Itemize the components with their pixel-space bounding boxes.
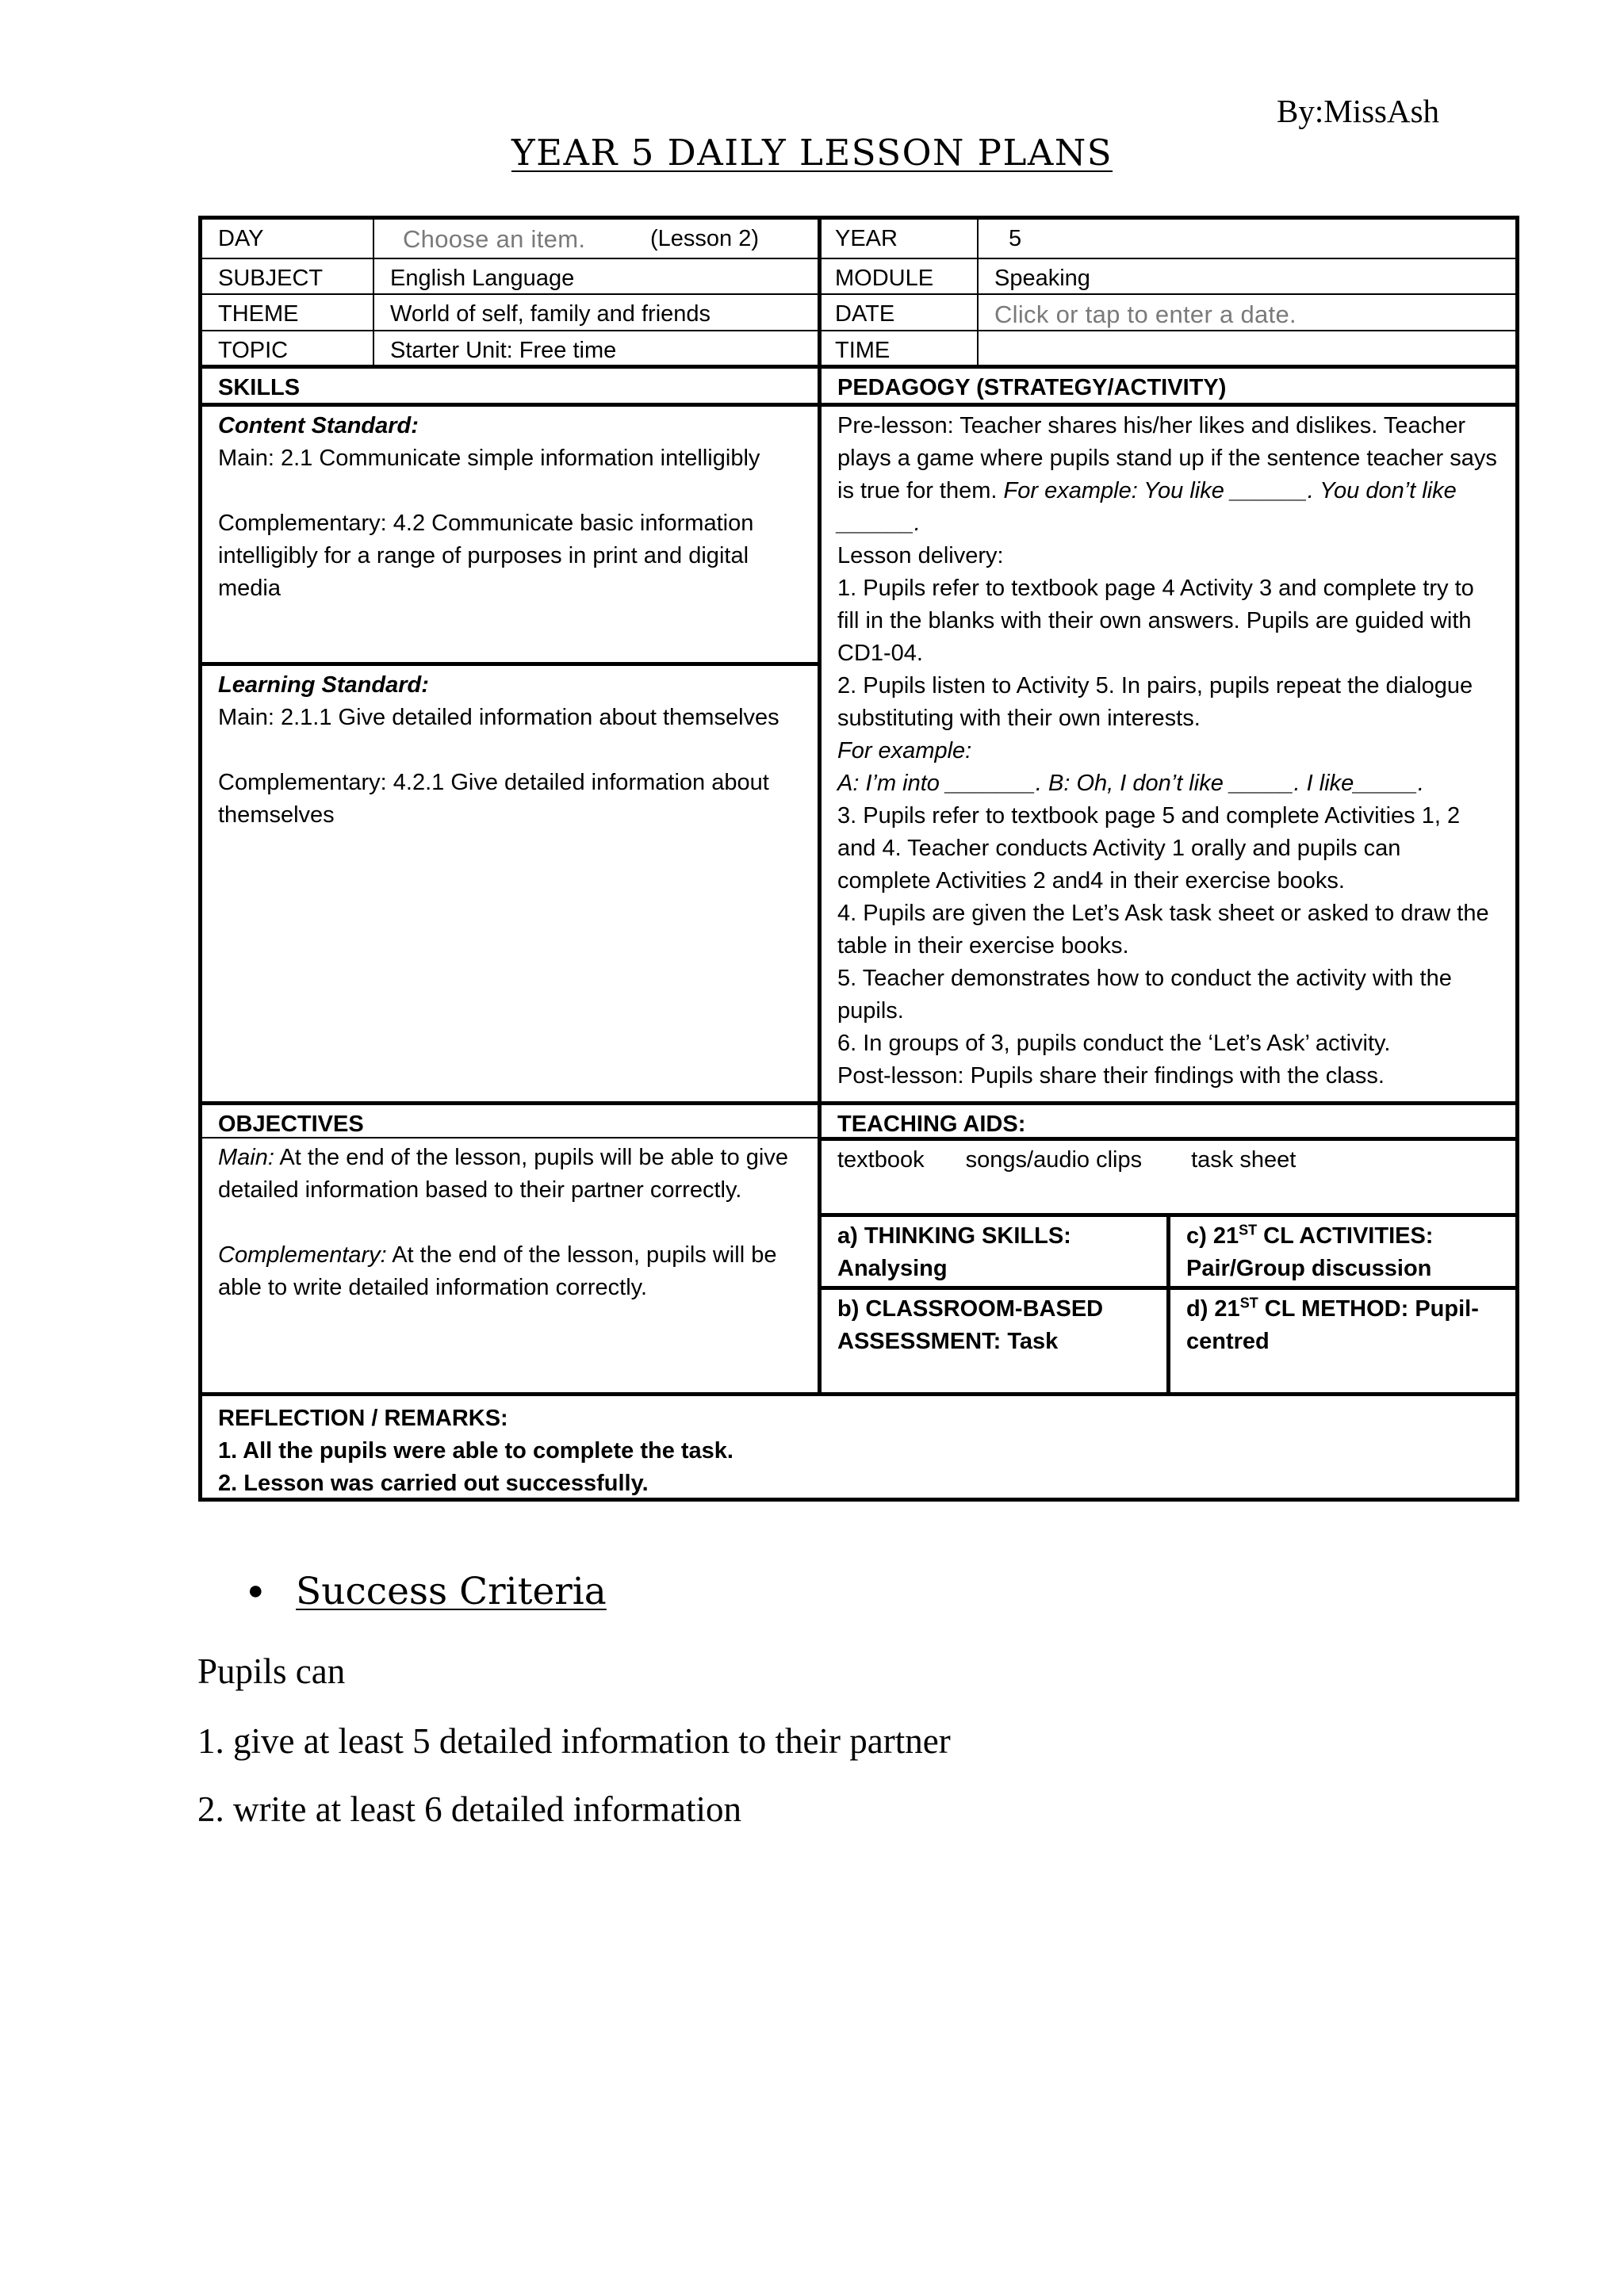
cl-method-label bbox=[1186, 1293, 1500, 1326]
date-picker[interactable] bbox=[979, 295, 1515, 330]
pre-lesson-example: For example: You like ______. You don’t like ______. bbox=[837, 478, 1457, 536]
content-standard bbox=[202, 407, 818, 662]
teaching-aids-heading: TEACHING AIDS: bbox=[837, 1112, 1026, 1137]
success-criteria-heading: Success Criteria bbox=[296, 1570, 607, 1613]
reflection-line-1: 1. All the pupils were able to complete the task. bbox=[218, 1438, 733, 1464]
objective-comp-text: At the end of the lesson, pupils will be able to write detailed information correctly. bbox=[218, 1242, 777, 1300]
cl-method-prefix: d) 21 bbox=[1186, 1296, 1240, 1322]
objectives-content bbox=[202, 1138, 818, 1392]
step-5: 5. Teacher demonstrates how to conduct the activity with the pupils. bbox=[837, 966, 1452, 1024]
cl-activities-label bbox=[1186, 1220, 1500, 1253]
post-lesson: Post-lesson: Pupils share their findings with the class. bbox=[837, 1063, 1385, 1089]
learning-complementary: Complementary: 4.2.1 Give detailed information about themselves bbox=[218, 770, 769, 828]
aid-textbook: textbook bbox=[837, 1147, 925, 1173]
thinking-skills-value: Analysing bbox=[837, 1256, 948, 1281]
subject-label: SUBJECT bbox=[218, 266, 324, 291]
cl-activities-value: Pair/Group discussion bbox=[1186, 1256, 1432, 1281]
teaching-aids-list bbox=[822, 1141, 1515, 1213]
step-4: 4. Pupils are given the Let’s Ask task sheet or asked to draw the table in their exercise books. bbox=[837, 901, 1489, 959]
cl-activities-sup: ST bbox=[1239, 1222, 1258, 1238]
day-value: Choose an item. bbox=[403, 225, 586, 253]
year-value: 5 bbox=[1009, 226, 1022, 251]
cl-activities-suffix: CL ACTIVITIES: bbox=[1257, 1223, 1434, 1249]
module-label: MODULE bbox=[835, 266, 934, 291]
step-2-example-label: For example: bbox=[837, 738, 972, 763]
content-standard-heading: Content Standard: bbox=[218, 413, 419, 438]
thinking-skills-label: a) THINKING SKILLS: bbox=[837, 1223, 1071, 1249]
aid-songs: songs/audio clips bbox=[965, 1147, 1143, 1173]
skills-heading: SKILLS bbox=[218, 375, 301, 400]
topic-label: TOPIC bbox=[218, 338, 289, 363]
step-2-example: A: I’m into _______. B: Oh, I don’t like _____. I like_____. bbox=[837, 771, 1424, 796]
lesson-number: (Lesson 2) bbox=[650, 226, 760, 251]
time-value[interactable] bbox=[979, 331, 1515, 365]
content-complementary: Complementary: 4.2 Communicate basic information intelligibly for a range of purposes in print and digital media bbox=[218, 511, 754, 601]
bullet-icon: ● bbox=[247, 1576, 264, 1605]
assessment-value: ASSESSMENT: Task bbox=[837, 1329, 1059, 1354]
subject-value: English Language bbox=[390, 266, 575, 291]
title-text: YEAR 5 DAILY LESSON PLANS bbox=[511, 132, 1113, 174]
date-value: Click or tap to enter a date. bbox=[994, 300, 1297, 328]
theme-value: World of self, family and friends bbox=[390, 301, 711, 327]
cl-activities-box bbox=[1170, 1217, 1515, 1286]
cl-method-suffix: CL METHOD: Pupil- bbox=[1258, 1296, 1479, 1322]
year-label: YEAR bbox=[835, 226, 898, 251]
step-3: 3. Pupils refer to textbook page 5 and complete Activities 1, 2 and 4. Teacher conducts Activity 1 orally and pupils can complete Activities 2 and4 in their exercise books. bbox=[837, 803, 1461, 894]
date-label: DATE bbox=[835, 301, 895, 327]
assessment-label: b) CLASSROOM-BASED bbox=[837, 1296, 1104, 1322]
success-item-2: 2. write at least 6 detailed information bbox=[197, 1789, 742, 1829]
cl-method-box bbox=[1170, 1290, 1515, 1392]
step-6: 6. In groups of 3, pupils conduct the ‘Let’s Ask’ activity. bbox=[837, 1031, 1391, 1056]
pedagogy-content bbox=[822, 407, 1515, 1101]
day-label: DAY bbox=[218, 226, 264, 251]
pedagogy-heading: PEDAGOGY (STRATEGY/ACTIVITY) bbox=[837, 375, 1227, 400]
author-credit: By:MissAsh bbox=[1277, 93, 1440, 129]
module-value: Speaking bbox=[994, 266, 1090, 291]
reflection-section bbox=[202, 1396, 1515, 1498]
objective-main bbox=[218, 1142, 802, 1207]
learning-main: Main: 2.1.1 Give detailed information about themselves bbox=[218, 705, 779, 730]
step-1: 1. Pupils refer to textbook page 4 Activity 3 and complete try to fill in the blanks with their own answers. Pupils are guided with CD1-04. bbox=[837, 576, 1474, 666]
cl-activities-prefix: c) 21 bbox=[1186, 1223, 1239, 1249]
theme-label: THEME bbox=[218, 301, 299, 327]
time-label: TIME bbox=[835, 338, 891, 363]
learning-standard bbox=[202, 666, 818, 1101]
pre-lesson-text: Pre-lesson: Teacher shares his/her likes and dislikes. Teacher plays a game where pupils stand up if the sentence teacher says is true for them. bbox=[837, 413, 1497, 503]
cl-method-sup: ST bbox=[1239, 1295, 1258, 1311]
aid-task-sheet: task sheet bbox=[1191, 1147, 1297, 1173]
thinking-skills-box bbox=[822, 1217, 1166, 1286]
reflection-heading: REFLECTION / REMARKS: bbox=[218, 1406, 508, 1431]
cl-method-value: centred bbox=[1186, 1329, 1270, 1354]
day-dropdown[interactable] bbox=[374, 220, 612, 258]
delivery-heading: Lesson delivery: bbox=[837, 543, 1004, 568]
step-2: 2. Pupils listen to Activity 5. In pairs, pupils repeat the dialogue substituting with their own interests. bbox=[837, 673, 1473, 731]
objective-comp-label: Complementary: bbox=[218, 1242, 387, 1268]
objective-main-label: Main: bbox=[218, 1145, 274, 1170]
document-title bbox=[0, 132, 1624, 174]
objective-complementary bbox=[218, 1239, 802, 1304]
assessment-box bbox=[822, 1290, 1166, 1392]
learning-standard-heading: Learning Standard: bbox=[218, 672, 429, 698]
objectives-heading: OBJECTIVES bbox=[218, 1112, 364, 1137]
topic-value: Starter Unit: Free time bbox=[390, 338, 617, 363]
pre-lesson bbox=[837, 410, 1500, 540]
success-item-1: 1. give at least 5 detailed information to their partner bbox=[197, 1721, 951, 1761]
objective-main-text: At the end of the lesson, pupils will be able to give detailed information based to their partner correctly. bbox=[218, 1145, 789, 1203]
reflection-line-2: 2. Lesson was carried out successfully. bbox=[218, 1471, 649, 1496]
lesson-plan-table bbox=[198, 216, 1519, 1502]
content-main: Main: 2.1 Communicate simple information intelligibly bbox=[218, 446, 760, 471]
success-intro: Pupils can bbox=[197, 1651, 346, 1691]
